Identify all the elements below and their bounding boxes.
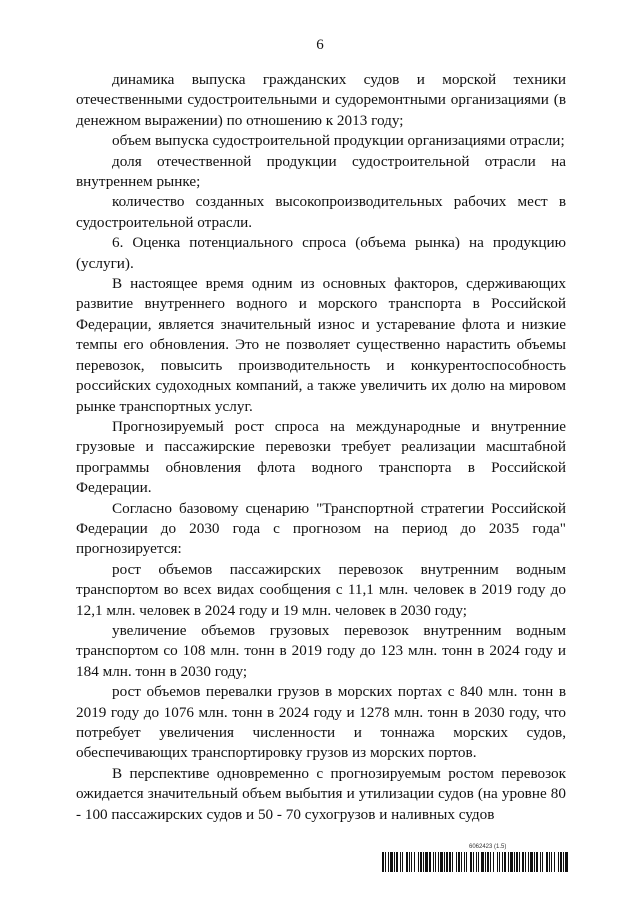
barcode-bar <box>420 852 422 872</box>
paragraph-5-heading: 6. Оценка потенциального спроса (объема рынка) на продукцию (услуги). <box>76 234 566 272</box>
barcode-bar <box>549 852 550 872</box>
barcode-bar <box>438 852 439 872</box>
barcode-bar <box>406 852 408 872</box>
barcode-bar <box>470 852 472 872</box>
barcode-bar <box>485 852 486 872</box>
paragraph-3: доля отечественной продукции судостроительной отрасли на внутреннем рынке; <box>76 152 566 191</box>
barcode-bar <box>476 852 477 872</box>
barcode-bar <box>429 852 431 872</box>
barcode-bar <box>522 852 524 872</box>
barcode-bar <box>400 852 401 872</box>
barcode-bar <box>551 852 552 872</box>
barcode-bar <box>402 852 403 872</box>
barcode-bar <box>449 852 451 872</box>
barcode-bar <box>414 852 415 872</box>
barcode-bar <box>396 852 398 872</box>
barcode-bar <box>546 852 548 872</box>
paragraph-11: рост объемов перевалки грузов в морских портах с 840 млн. тонн в 2019 году до 1076 млн. тонн в 2024 году и 1278 млн. тонн в 2030 году, что потребует увеличения численности и тоннажа морских судов, обеспечивающих транспортировку грузов из морских портов. <box>76 683 566 762</box>
barcode-bar <box>487 852 489 872</box>
barcode-bar <box>554 852 555 872</box>
page-number: 6 <box>316 37 324 53</box>
barcode-bar <box>542 852 543 872</box>
barcode-bar <box>423 852 424 872</box>
barcode-bar <box>502 852 503 872</box>
barcode-bar <box>461 852 462 872</box>
barcode-bar <box>409 852 410 872</box>
barcode-bar <box>394 852 395 872</box>
paragraph-8: Согласно базовому сценарию "Транспортной стратегии Российской Федерации до 2030 года с прогнозом на период до 2035 года" прогнозируется: <box>76 499 566 558</box>
barcode-bar <box>433 852 434 872</box>
paragraph-7: Прогнозируемый рост спроса на международные и внутренние грузовые и пассажирские перевозки требует реализации масштабной программы обновления флота водного транспорта в Российской Федерации. <box>76 417 566 497</box>
barcode-bar <box>466 852 467 872</box>
barcode-bar <box>497 852 498 872</box>
barcode-bar <box>530 852 533 872</box>
barcode-bar <box>563 852 564 872</box>
barcode-bar <box>540 852 541 872</box>
barcode-bar <box>464 852 465 872</box>
barcode-bar <box>525 852 526 872</box>
barcode-bar <box>388 852 389 872</box>
barcode-bar <box>418 852 419 872</box>
barcode-bar <box>510 852 513 872</box>
barcode-bar <box>435 852 436 872</box>
barcode-bar <box>516 852 518 872</box>
barcode-bar <box>534 852 535 872</box>
barcode-bar <box>440 852 443 872</box>
paragraph-2: объем выпуска судостроительной продукции организациями отрасли; <box>112 132 565 150</box>
barcode-bar <box>519 852 520 872</box>
barcode-bar <box>444 852 445 872</box>
document-body <box>76 70 566 825</box>
barcode-bar <box>493 852 494 872</box>
paragraph-4: количество созданных высокопроизводительных рабочих мест в судостроительной отрасли. <box>76 193 566 231</box>
barcode-bar <box>385 852 386 872</box>
barcode-bar <box>536 852 538 872</box>
paragraph-6: В настоящее время одним из основных факторов, сдерживающих развитие внутреннего водного и морского транспорта в Российской Федерации, является значительный износ и устаревание флота и низкие темпы его обновления. Это не позволяет существенно нарастить объемы перевозок, повысить производительность и конкурентоспособность российских судоходных компаний, а также увеличить их долю на мировом рынке транспортных услуг. <box>76 275 566 415</box>
barcode-bar <box>452 852 453 872</box>
barcode-bar <box>425 852 428 872</box>
barcode-bar <box>558 852 559 872</box>
barcode-bar <box>473 852 474 872</box>
barcode-bar <box>528 852 529 872</box>
paragraph-12: В перспективе одновременно с прогнозируемым ростом перевозок ожидается значительный объем выбытия и утилизации судов (на уровне 80 - 100 пассажирских судов и 50 - 70 сухогрузов и наливных судов <box>76 764 566 823</box>
barcode-bar <box>390 852 393 872</box>
barcode-bar <box>456 852 457 872</box>
barcode-icon <box>382 852 568 872</box>
barcode-bar <box>504 852 506 872</box>
paragraph-1: динамика выпуска гражданских судов и морской техники отечественными судостроительными и судоремонтными организациями (в денежном выражении) по отношению к 2013 году; <box>76 71 566 129</box>
barcode-bar <box>458 852 460 872</box>
barcode-bar <box>508 852 509 872</box>
barcode-id: 6062423 (1.5) <box>469 844 507 850</box>
barcode-bar <box>382 852 384 872</box>
paragraph-10: увеличение объемов грузовых перевозок внутренним водным транспортом со 108 млн. тонн в 2019 году до 123 млн. тонн в 2024 году и 184 млн. тонн в 2030 году; <box>76 621 566 680</box>
barcode-bar <box>560 852 562 872</box>
barcode-bar <box>514 852 515 872</box>
barcode-bar <box>481 852 484 872</box>
barcode-bar <box>565 852 568 872</box>
barcode-bar <box>478 852 479 872</box>
barcode-bar <box>499 852 500 872</box>
barcode-bar <box>490 852 491 872</box>
barcode-bar <box>411 852 412 872</box>
barcode-bar <box>446 852 448 872</box>
paragraph-9: рост объемов пассажирских перевозок внутренним водным транспортом во всех видах сообщения с 11,1 млн. человек в 2019 году до 12,1 млн. человек в 2024 году и 19 млн. человек в 2030 году; <box>76 560 566 619</box>
